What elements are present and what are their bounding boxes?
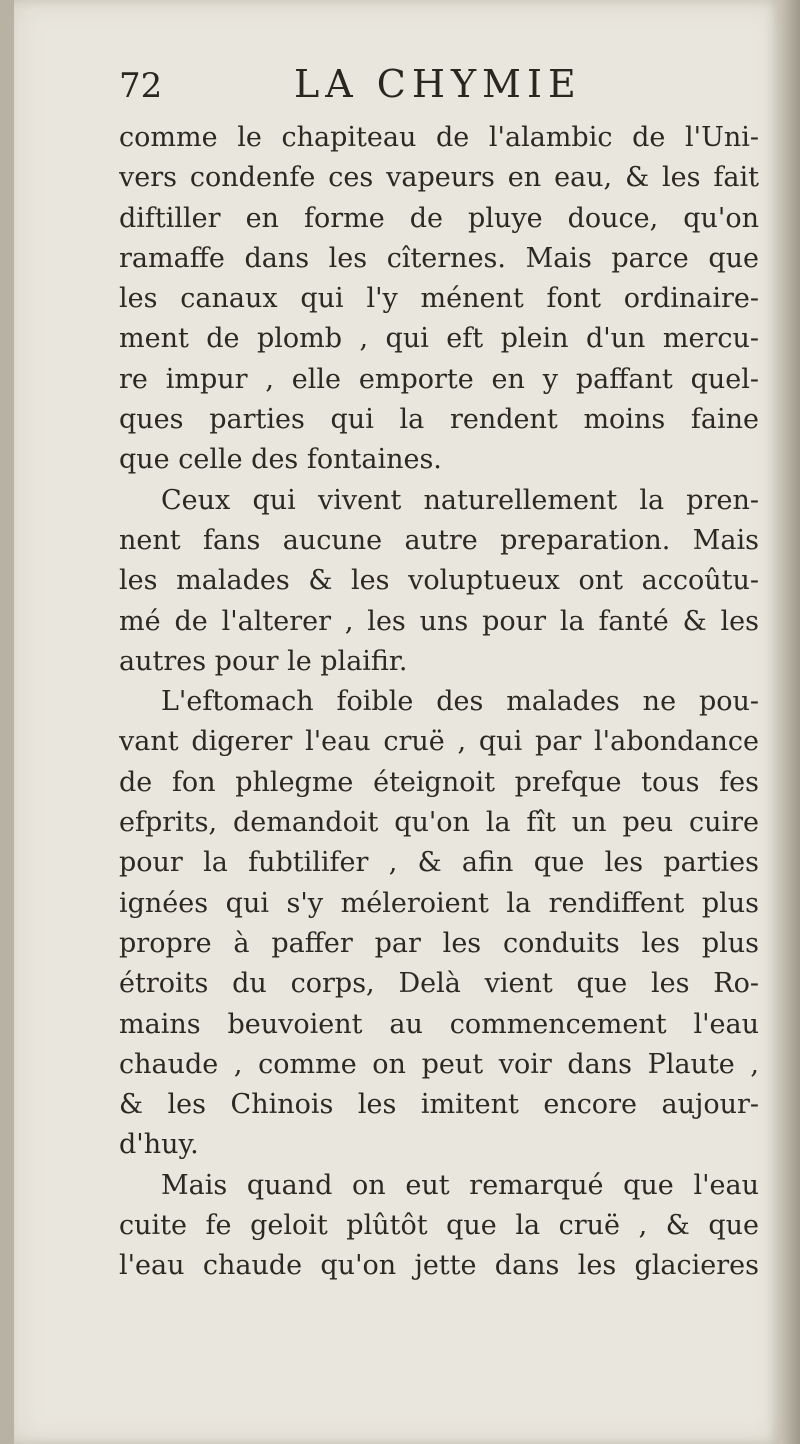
text-line: étroits du corps, Delà vient que les Ro- [119,968,759,1000]
text-line: chaude , comme on peut voir dans Plaute , [119,1048,759,1080]
text-line: mé de l'alterer , les uns pour la fanté & les [119,605,759,637]
text-line: L'eftomach foible des malades ne pou- [161,686,759,718]
body-text [119,118,759,1287]
book-page [14,0,780,1444]
text-line: pour la fubtilifer , & afin que les parties [119,847,759,879]
text-line: Mais quand on eut remarqué que l'eau [161,1169,759,1201]
text-line: de fon phlegme éteignoit prefque tous fes [119,766,759,798]
text-line: mains beuvoient au commencement l'eau [119,1008,759,1040]
page-edge [780,0,800,1444]
page-number: 72 [119,66,163,106]
text-line: ignées qui s'y méleroient la rendiffent plus [119,887,759,919]
page-header [119,62,759,114]
text-line: efprits, demandoit qu'on la fît un peu cuire [119,807,759,839]
text-line: nent fans aucune autre preparation. Mais [119,524,759,556]
text-line: ramaffe dans les cîternes. Mais parce que [119,242,759,274]
text-line: cuite fe geloit plûtôt que la cruë , & que [119,1210,759,1242]
text-line: les canaux qui l'y ménent font ordinaire- [119,283,759,315]
text-line: ques parties qui la rendent moins faine [119,404,759,436]
text-line: comme le chapiteau de l'alambic de l'Uni- [119,122,759,153]
text-line: & les Chinois les imitent encore aujour- [119,1089,759,1121]
text-line: propre à paffer par les conduits les plus [119,927,759,959]
text-line: re impur , elle emporte en y paffant quel- [119,363,759,395]
running-title: LA CHYMIE [294,62,582,106]
text-line: vant digerer l'eau cruë , qui par l'abondance [119,726,759,758]
text-line: les malades & les voluptueux ont accoûtu- [119,565,759,597]
text-line: que celle des fontaines. [119,444,442,476]
text-line: diftiller en forme de pluye douce, qu'on [119,202,759,234]
text-line: d'huy. [119,1129,199,1161]
text-line: autres pour le plaifir. [119,645,408,677]
text-line: l'eau chaude qu'on jette dans les glacieres [119,1250,759,1282]
text-line: vers condenfe ces vapeurs en eau, & les fait [119,162,759,194]
text-line: ment de plomb , qui eft plein d'un mercu- [119,323,759,355]
text-line: Ceux qui vivent naturellement la pren- [161,484,759,516]
